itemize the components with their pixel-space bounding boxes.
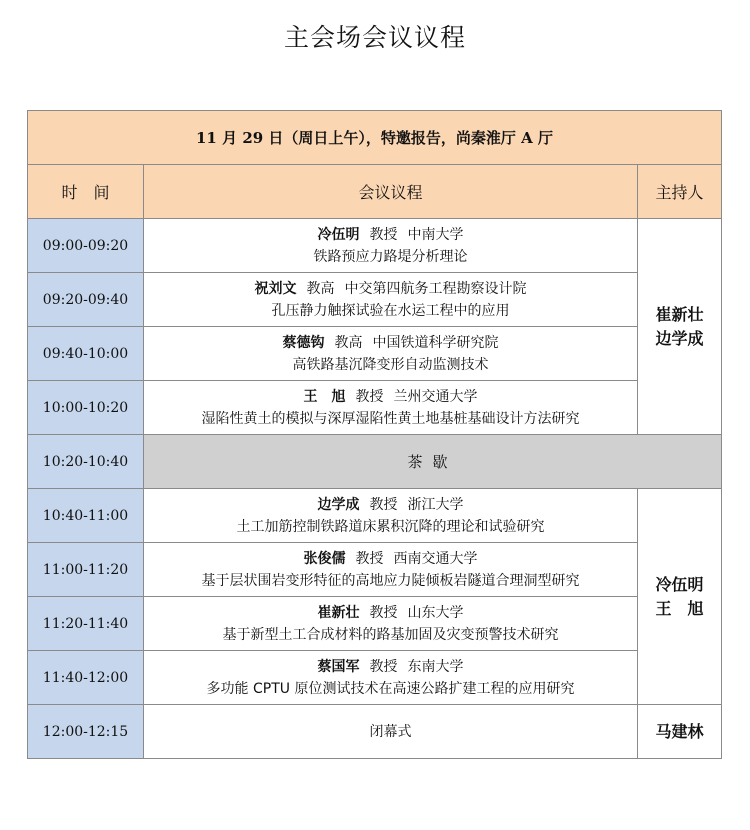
banner-row [28, 111, 722, 165]
agenda-cell [144, 219, 638, 273]
host-cell [638, 219, 722, 435]
time-cell: 12:00-12:15 [28, 705, 144, 759]
time-cell: 11:20-11:40 [28, 597, 144, 651]
speaker-org: 浙江大学 [407, 496, 464, 513]
speaker-name: 张俊儒 [303, 550, 346, 567]
agenda-cell [144, 327, 638, 381]
closing-row [28, 705, 722, 759]
agenda-cell [144, 273, 638, 327]
header-host: 主持人 [638, 165, 722, 219]
time-cell: 09:00-09:20 [28, 219, 144, 273]
host-name: 冷伍明 [655, 574, 704, 594]
talk-topic: 土工加筋控制铁路道床累积沉降的理论和试验研究 [236, 518, 545, 535]
speaker-org: 中交第四航务工程勘察设计院 [344, 280, 527, 297]
break-label: 茶歇 [144, 435, 722, 489]
speaker-org: 兰州交通大学 [393, 388, 478, 405]
speaker-name: 王 旭 [303, 388, 346, 405]
table-row [28, 219, 722, 273]
table-row [28, 489, 722, 543]
speaker-title: 教授 [369, 226, 398, 243]
time-cell: 10:20-10:40 [28, 435, 144, 489]
break-row [28, 435, 722, 489]
talk-topic: 基于层状围岩变形特征的高地应力陡倾板岩隧道合理洞型研究 [201, 572, 580, 589]
talk-topic: 多功能 CPTU 原位测试技术在高速公路扩建工程的应用研究 [206, 680, 575, 697]
host-name: 王 旭 [655, 598, 704, 618]
page-title: 主会场会议议程 [283, 23, 466, 52]
header-time: 时 间 [28, 165, 144, 219]
table-row [28, 597, 722, 651]
speaker-name: 崔新壮 [317, 604, 360, 621]
host-name: 崔新壮 [655, 304, 704, 324]
header-row [28, 165, 722, 219]
speaker-name: 边学成 [317, 496, 360, 513]
talk-topic: 基于新型土工合成材料的路基加固及灾变预警技术研究 [222, 626, 559, 643]
speaker-org: 中国铁道科学研究院 [372, 334, 499, 351]
speaker-title: 教授 [369, 496, 398, 513]
agenda-cell [144, 543, 638, 597]
host-name: 马建林 [638, 705, 722, 759]
talk-topic: 湿陷性黄土的模拟与深厚湿陷性黄土地基桩基础设计方法研究 [201, 410, 580, 427]
agenda-cell [144, 651, 638, 705]
speaker-title: 教授 [369, 604, 398, 621]
host-name: 边学成 [655, 328, 704, 348]
speaker-name: 蔡德钩 [282, 334, 325, 351]
talk-topic: 高铁路基沉降变形自动监测技术 [292, 356, 489, 373]
speaker-org: 西南交通大学 [393, 550, 478, 567]
table-row [28, 381, 722, 435]
time-cell: 11:40-12:00 [28, 651, 144, 705]
agenda-cell [144, 489, 638, 543]
speaker-name: 冷伍明 [317, 226, 360, 243]
table-row [28, 651, 722, 705]
header-agenda: 会议议程 [144, 165, 638, 219]
table-row [28, 327, 722, 381]
talk-topic: 铁路预应力路堤分析理论 [313, 248, 468, 265]
table-row [28, 273, 722, 327]
speaker-title: 教高 [334, 334, 363, 351]
agenda-table [27, 110, 722, 759]
speaker-title: 教授 [355, 550, 384, 567]
speaker-title: 教授 [369, 658, 398, 675]
speaker-org: 山东大学 [407, 604, 464, 621]
talk-topic: 孔压静力触探试验在水运工程中的应用 [271, 302, 510, 319]
speaker-name: 祝刘文 [254, 280, 297, 297]
time-cell: 09:20-09:40 [28, 273, 144, 327]
host-cell [638, 489, 722, 705]
time-cell: 09:40-10:00 [28, 327, 144, 381]
speaker-title: 教高 [306, 280, 335, 297]
speaker-org: 中南大学 [407, 226, 464, 243]
time-cell: 10:00-10:20 [28, 381, 144, 435]
time-cell: 11:00-11:20 [28, 543, 144, 597]
table-row [28, 543, 722, 597]
closing-label: 闭幕式 [144, 705, 638, 759]
speaker-org: 东南大学 [407, 658, 464, 675]
speaker-title: 教授 [355, 388, 384, 405]
agenda-cell [144, 597, 638, 651]
speaker-name: 蔡国军 [317, 658, 360, 675]
agenda-cell [144, 381, 638, 435]
session-banner: 11 月 29 日（周日上午），特邀报告，尚秦淮厅 A 厅 [28, 111, 722, 165]
time-cell: 10:40-11:00 [28, 489, 144, 543]
